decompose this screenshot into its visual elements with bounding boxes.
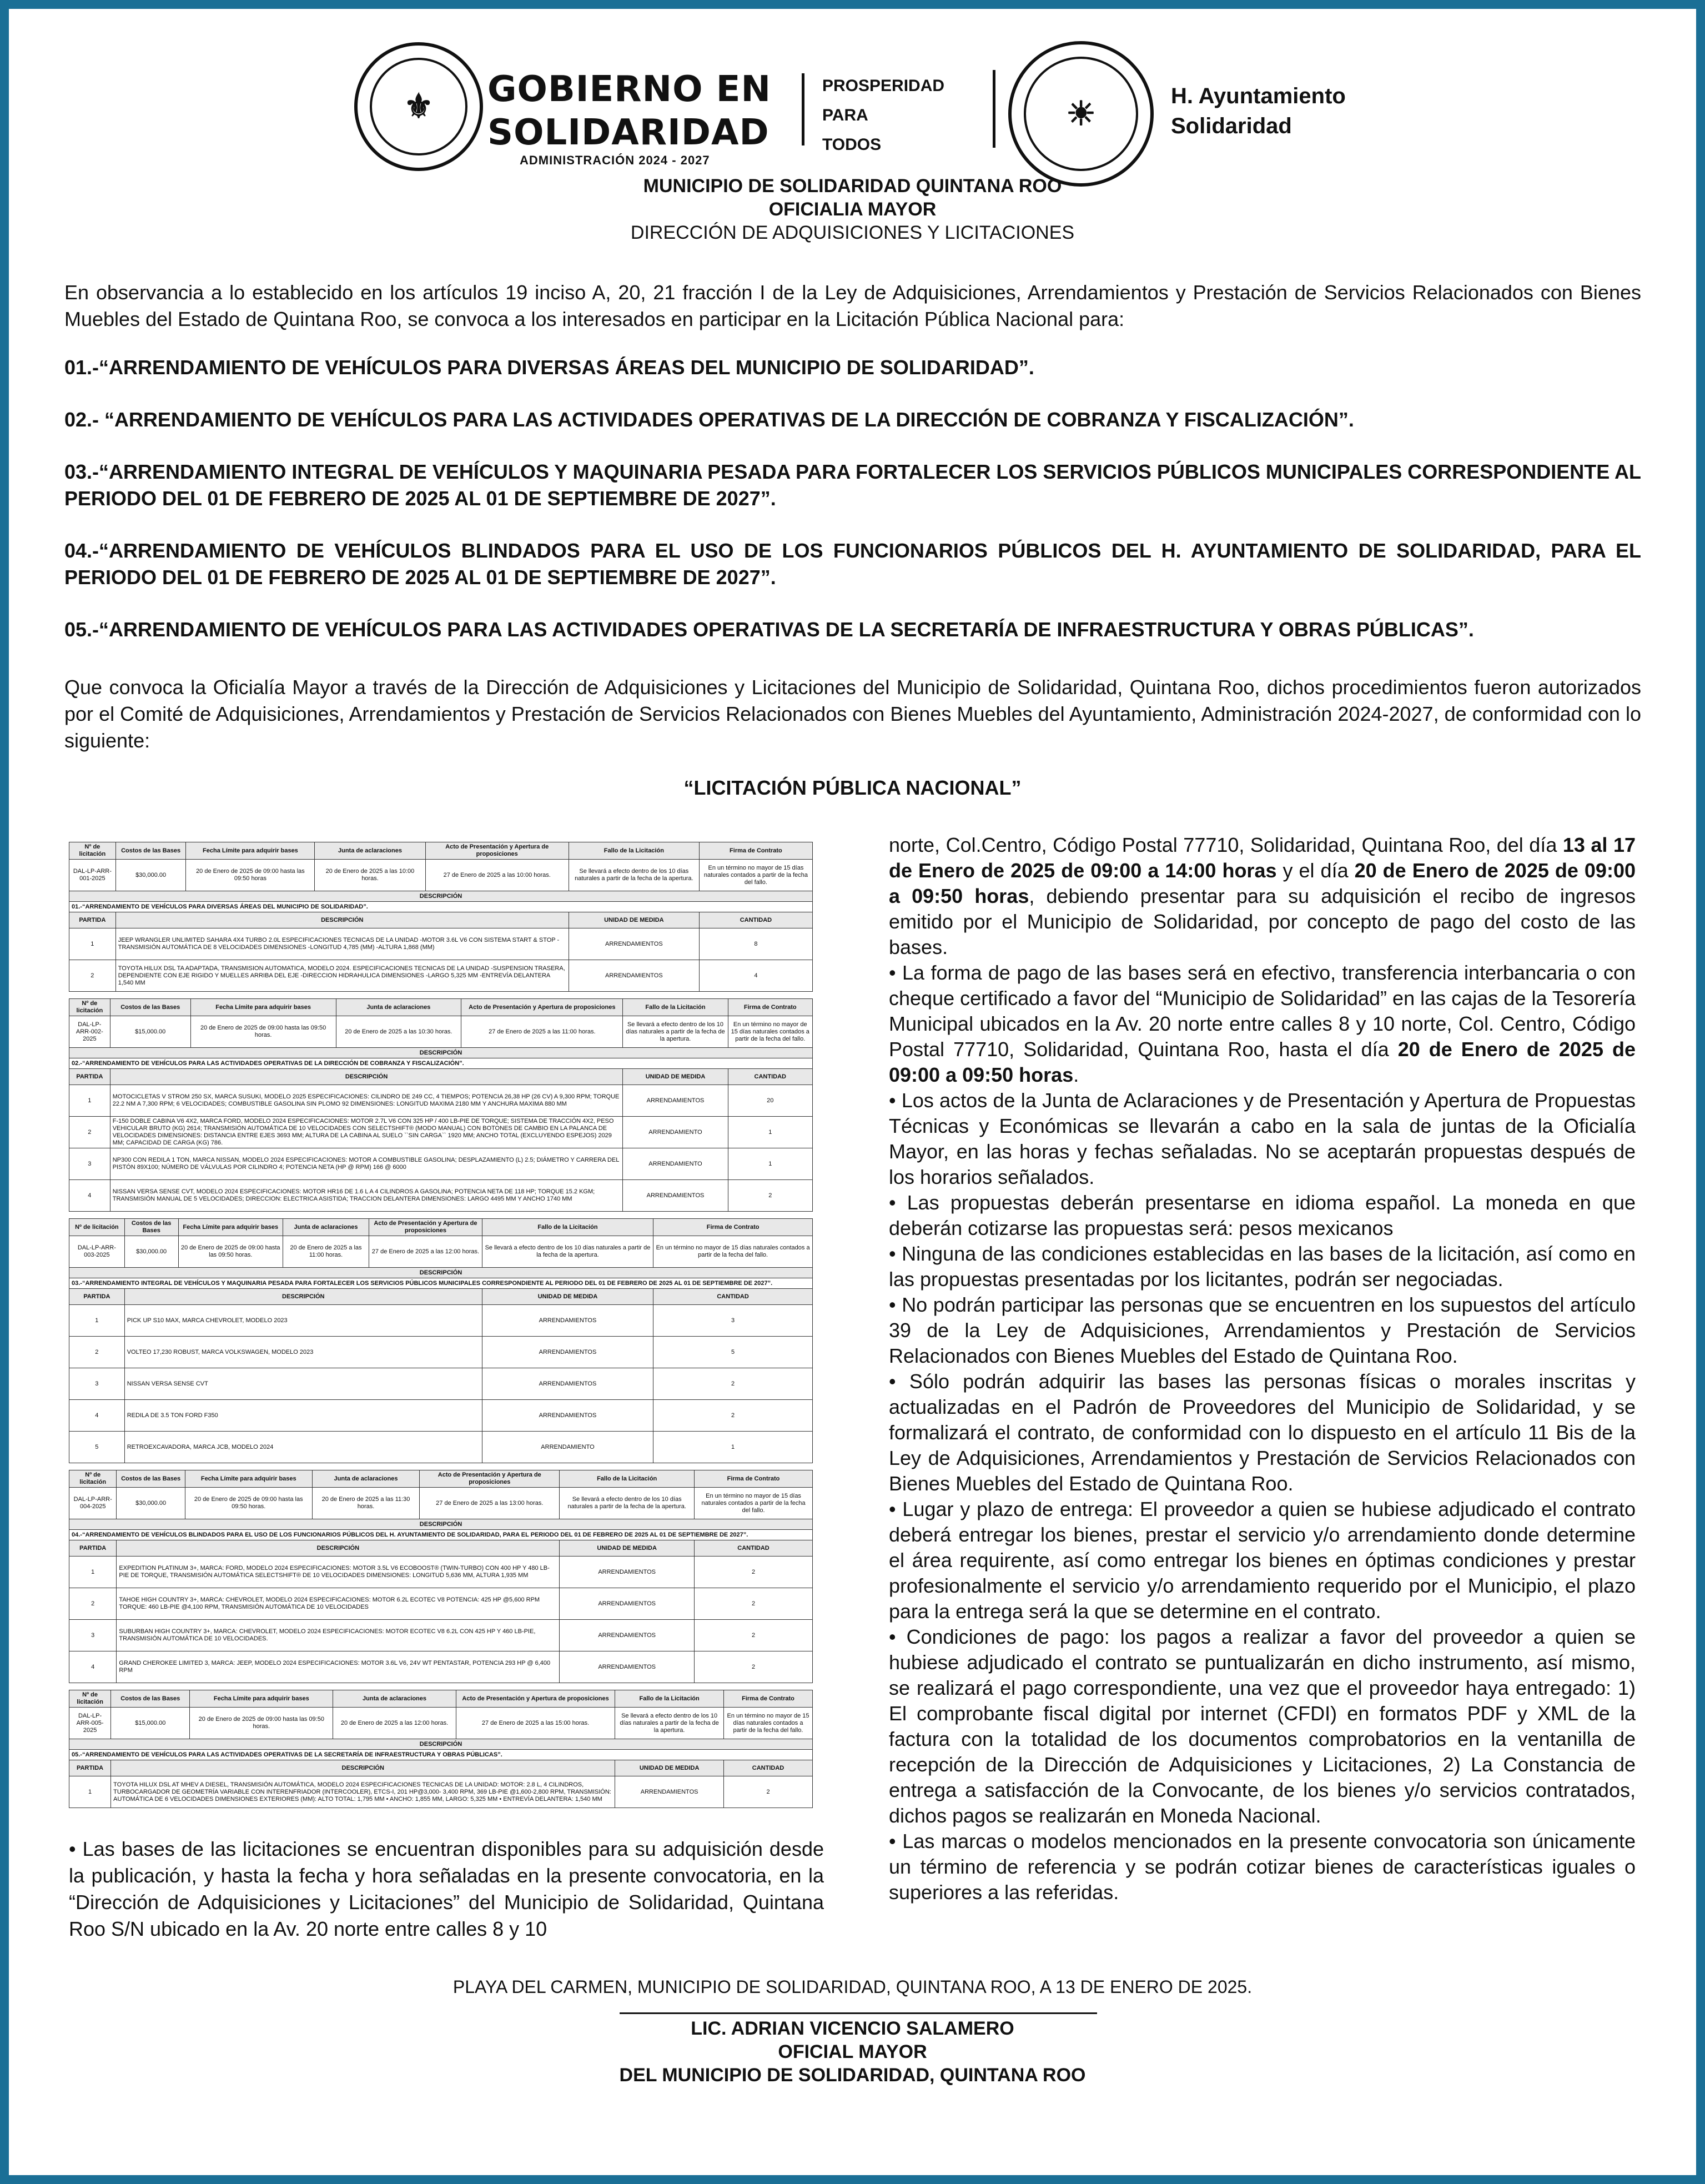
table-row: [69, 1148, 813, 1180]
description-cell: NISSAN VERSA SENSE CVT, MODELO 2024 ESPECIFICACIONES: MOTOR HR16 DE 1.6 L A 4 CILINDROS A GASOLINA; POTENCIA NETA DE 118 HP; TORQUE 15.2 KGM; TRANSMISIÓN MANUAL DE 5 VELOCIDADES; DIRECCION: ELECTRICA ASISTIDA; TRACCION DELANTERA DIMENSIONES: LARGO 4495 MM Y ANCHO 1740 MM: [110, 1180, 623, 1212]
partida-cell: 2: [69, 1337, 125, 1368]
table-row: [69, 1180, 813, 1212]
licitacion-table: [69, 842, 813, 992]
column-header: Nº de licitación: [69, 1470, 117, 1488]
table-row: [69, 1708, 813, 1739]
table-cell: 20 de Enero de 2025 a las 10:30 horas.: [336, 1016, 461, 1048]
table-header-row: [69, 1219, 813, 1236]
ayuntamiento-name: [1171, 81, 1346, 141]
partida-cell: 4: [69, 1400, 125, 1432]
unit-cell: ARRENDAMIENTOS: [560, 1557, 695, 1588]
divider: [993, 70, 995, 148]
column-header: Firma de Contrato: [724, 1690, 813, 1708]
table-cell: En un término no mayor de 15 días naturales contados a partir de la fecha del fallo.: [724, 1708, 813, 1739]
table-cell: 20 de Enero de 2025 de 09:00 hasta las 09:50 horas.: [185, 1488, 312, 1519]
participation-paragraph: • No podrán participar las personas que se encuentren en los supuestos del artículo 39 de la Ley de Adquisiciones, Arrendamientos y Prestación de Servicios Relacionados con Bienes Muebles del Estado de Quintana Roo.: [889, 1293, 1636, 1367]
slogan: [822, 71, 944, 159]
item-04: 04.-“ARRENDAMIENTO DE VEHÍCULOS BLINDADOS PARA EL USO DE LOS FUNCIONARIOS PÚBLICOS DEL H. AYUNTAMIENTO DE SOLIDARIDAD, PARA EL PERIODO DEL 01 DE FEBRERO DE 2025 AL 01 DE SEPTIEMBRE DE 2027”.: [64, 539, 1641, 589]
unit-cell: ARRENDAMIENTO: [623, 1148, 728, 1180]
table-cell: DAL-LP-ARR-002-2025: [69, 1016, 110, 1048]
licitaciones-tables: [69, 842, 813, 1815]
partida-cell: 4: [69, 1651, 117, 1683]
column-header: Costos de las Bases: [115, 842, 186, 860]
heading-line2: OFICIALIA MAYOR: [768, 199, 937, 220]
signer-entity: DEL MUNICIPIO DE SOLIDARIDAD, QUINTANA ROO: [619, 2065, 1086, 2086]
column-header: PARTIDA: [69, 1540, 117, 1557]
table-cell: 20 de Enero de 2025 a las 12:00 horas.: [333, 1708, 456, 1739]
column-header: Acto de Presentación y Apertura de proposiciones: [420, 1470, 560, 1488]
table-row: [69, 960, 813, 992]
table-cell: DAL-LP-ARR-004-2025: [69, 1488, 117, 1519]
lpn-title: “LICITACIÓN PÚBLICA NACIONAL”: [683, 776, 1022, 799]
delivery-paragraph: • Lugar y plazo de entrega: El proveedor a quien se hubiese adjudicado el contrato deberá entregar los bienes, prestar el servicio y/o arrendamiento donde determine el área requirente, así como entregar los bienes en óptimas condiciones y prestar profesionalmente el servicio y/o arrendamiento requerido por el Municipio, el plazo para la entrega será la que se determine en el contrato.: [889, 1498, 1636, 1623]
column-header: PARTIDA: [69, 1069, 110, 1085]
quantity-cell: 2: [653, 1368, 813, 1400]
table-cell: DAL-LP-ARR-001-2025: [69, 860, 116, 891]
heading: [9, 174, 1696, 244]
table-cell: Se llevará a efecto dentro de los 10 días naturales a partir de la fecha de la apertura.: [560, 1488, 695, 1519]
heading-line3: DIRECCIÓN DE ADQUISICIONES Y LICITACIONES: [630, 222, 1075, 243]
table-cell: 20 de Enero de 2025 de 09:00 hasta las 09:50 horas.: [190, 1708, 333, 1739]
column-header: DESCRIPCIÓN: [117, 1540, 560, 1557]
slogan-line2: PARA: [822, 106, 868, 124]
column-header: Firma de Contrato: [699, 842, 812, 860]
partida-cell: 2: [69, 1588, 117, 1620]
table-row: [69, 1651, 813, 1683]
table-row: [69, 1620, 813, 1651]
header: [9, 37, 1696, 170]
document-page: [9, 9, 1696, 2175]
column-header: Costos de las Bases: [124, 1219, 178, 1236]
description-header: DESCRIPCIÓN: [69, 891, 813, 902]
column-header: Acto de Presentación y Apertura de proposiciones: [461, 999, 623, 1016]
description-cell: MOTOCICLETAS V STROM 250 SX, MARCA SUSUKI, MODELO 2025 ESPECIFICACIONES: CILINDRO DE 249 CC, 4 TIEMPOS; POTENCIA 26,38 HP (26 CV) A 9,300 RPM; TORQUE 22.2 NM A 7,300 RPM; 6 VELOCIDADES; COMBUSTIBLE GASOLINA SIN PLOMO 92 DIMENSIONES: LONGITUD MAXIMA 2180 MM Y ANCHURA MAXIMA 880 MM: [110, 1085, 623, 1117]
column-header: Fallo de la Licitación: [623, 999, 728, 1016]
table-header-row: [69, 1690, 813, 1708]
bases-paragraph: • Las bases de las licitaciones se encuentran disponibles para su adquisición desde la publicación, y hasta la fecha y hora señaladas en la presente convocatoria, en la “Dirección de Adquisiciones y Licitaciones” del Municipio de Solidaridad, Quintana Roo S/N ubicado en la Av. 20 norte entre calles 8 y 10: [69, 1837, 824, 1940]
quantity-cell: 4: [699, 960, 812, 992]
description-cell: RETROEXCAVADORA, MARCA JCB, MODELO 2024: [124, 1432, 482, 1463]
table-row: [69, 1368, 813, 1400]
column-header: Costos de las Bases: [110, 999, 190, 1016]
licitacion-title: 02.-“ARRENDAMIENTO DE VEHÍCULOS PARA LAS ACTIVIDADES OPERATIVAS DE LA DIRECCIÓN DE COBRANZA Y FISCALIZACIÓN”.: [69, 1058, 813, 1069]
intro-paragraph: En observancia a lo establecido en los artículos 19 inciso A, 20, 21 fracción I de la Ley de Adquisiciones, Arrendamientos y Prestación de Servicios Relacionados con Bienes Muebles del Estado de Quintana Roo, se convoca a los interesados en participar en la Licitación Pública Nacional para:: [64, 281, 1641, 330]
item-05: 05.-“ARRENDAMIENTO DE VEHÍCULOS PARA LAS ACTIVIDADES OPERATIVAS DE LA SECRETARÍA DE INFRAESTRUCTURA Y OBRAS PÚBLICAS”.: [64, 618, 1474, 641]
quantity-cell: 1: [728, 1148, 812, 1180]
table-row: [69, 1236, 813, 1268]
table-row: [69, 1557, 813, 1588]
ayuntamiento-line2: Solidaridad: [1171, 114, 1292, 138]
column-header: UNIDAD DE MEDIDA: [482, 1289, 653, 1305]
column-header: Fecha Límite para adquirir bases: [178, 1219, 283, 1236]
licitacion-title: 03.-“ARRENDAMIENTO INTEGRAL DE VEHÍCULOS Y MAQUINARIA PESADA PARA FORTALECER LOS SERVICIOS PÚBLICOS MUNICIPALES CORRESPONDIENTE AL PERIODO DEL 01 DE FEBRERO DE 2025 AL 01 DE SEPTIEMBRE DE 2027”.: [69, 1278, 813, 1289]
unit-cell: ARRENDAMIENTOS: [560, 1588, 695, 1620]
table-cell: $15,000.00: [111, 1708, 190, 1739]
quantity-cell: 1: [653, 1432, 813, 1463]
unit-cell: ARRENDAMIENTOS: [482, 1305, 653, 1337]
table-row: [69, 1588, 813, 1620]
table-cell: En un término no mayor de 15 días naturales contados a partir de la fecha del fallo.: [653, 1236, 813, 1268]
quantity-cell: 3: [653, 1305, 813, 1337]
column-header: UNIDAD DE MEDIDA: [615, 1760, 724, 1776]
quantity-cell: 2: [695, 1557, 813, 1588]
quantity-cell: 2: [695, 1651, 813, 1683]
partida-cell: 2: [69, 1117, 110, 1148]
column-header: UNIDAD DE MEDIDA: [560, 1540, 695, 1557]
column-header: Firma de Contrato: [728, 999, 812, 1016]
description-header: DESCRIPCIÓN: [69, 1519, 813, 1530]
quantity-cell: 20: [728, 1085, 812, 1117]
partida-cell: 3: [69, 1620, 117, 1651]
table-row: [69, 1337, 813, 1368]
partida-cell: 3: [69, 1148, 110, 1180]
column-header: Junta de aclaraciones: [283, 1219, 369, 1236]
column-header: Acto de Presentación y Apertura de proposiciones: [425, 842, 569, 860]
licitacion-table: [69, 1218, 813, 1463]
heading-line1: MUNICIPIO DE SOLIDARIDAD QUINTANA ROO: [643, 175, 1062, 197]
description-header: DESCRIPCIÓN: [69, 1048, 813, 1058]
column-header: Junta de aclaraciones: [336, 999, 461, 1016]
convoca-paragraph: Que convoca la Oficialía Mayor a través de la Dirección de Adquisiciones y Licitaciones del Municipio de Solidaridad, Quintana Roo, dichos procedimientos fueron autorizados por el Comité de Adquisiciones, Arrendamientos y Prestación de Servicios Relacionados con Bienes Muebles del Ayuntamiento, Administración 2024-2027, de conformidad con lo siguiente:: [64, 676, 1641, 752]
slogan-line3: TODOS: [822, 135, 882, 154]
place-date: PLAYA DEL CARMEN, MUNICIPIO DE SOLIDARIDAD, QUINTANA ROO, A 13 DE ENERO DE 2025.: [452, 1977, 1253, 1997]
description-cell: VOLTEO 17,230 ROBUST, MARCA VOLKSWAGEN, MODELO 2023: [124, 1337, 482, 1368]
partida-cell: 1: [69, 1557, 117, 1588]
column-header: DESCRIPCIÓN: [110, 1069, 623, 1085]
column-header: Fallo de la Licitación: [560, 1470, 695, 1488]
table-row: [69, 1400, 813, 1432]
registry-paragraph: • Sólo podrán adquirir las bases las personas físicas o morales inscritas y actualizadas en el Padrón de Proveedores del Municipio de Solidaridad, y se formalizará el contrato, de conformidad con lo dispuesto en el artículo 11 Bis de la Ley de Adquisiciones, Arrendamientos y Prestación de Servicios Relacionados con Bienes Muebles del Estado de Quintana Roo.: [889, 1370, 1636, 1495]
column-header: Fecha Límite para adquirir bases: [190, 999, 336, 1016]
unit-cell: ARRENDAMIENTOS: [615, 1776, 724, 1808]
unit-cell: ARRENDAMIENTOS: [482, 1337, 653, 1368]
quantity-cell: 8: [699, 928, 812, 960]
column-header: PARTIDA: [69, 1289, 125, 1305]
table-row: [69, 1488, 813, 1519]
column-header: UNIDAD DE MEDIDA: [569, 912, 699, 928]
slogan-line1: PROSPERIDAD: [822, 77, 945, 95]
signature-block: [9, 2017, 1696, 2087]
gov-logo-text: [487, 68, 787, 154]
licitacion-table: [69, 998, 813, 1212]
unit-cell: ARRENDAMIENTO: [623, 1117, 728, 1148]
bases-continuation: norte, Col.Centro, Código Postal 77710, Solidaridad, Quintana Roo, del día 13 al 17 de Enero de 2025 de 09:00 a 14:00 horas y el día 20 de Enero de 2025 de 09:00 a 09:50 horas, debiendo presentar para su adquisición el recibo de ingresos emitido por el Municipio de Solidaridad, por concepto de pago del costo de las bases.: [889, 834, 1636, 958]
table-cell: En un término no mayor de 15 días naturales contados a partir de la fecha del fallo.: [699, 860, 812, 891]
column-header: Acto de Presentación y Apertura de proposiciones: [369, 1219, 482, 1236]
table-cell: DAL-LP-ARR-003-2025: [69, 1236, 125, 1268]
table-cell: 20 de Enero de 2025 de 09:00 hasta las 09:50 horas.: [190, 1016, 336, 1048]
description-cell: PICK UP S10 MAX, MARCA CHEVROLET, MODELO 2023: [124, 1305, 482, 1337]
column-header: Fecha Límite para adquirir bases: [186, 842, 315, 860]
unit-cell: ARRENDAMIENTOS: [623, 1085, 728, 1117]
table-cell: 27 de Enero de 2025 a las 11:00 horas.: [461, 1016, 623, 1048]
column-header: Costos de las Bases: [111, 1690, 190, 1708]
column-header: CANTIDAD: [724, 1760, 813, 1776]
quantity-cell: 2: [724, 1776, 813, 1808]
item-03: 03.-“ARRENDAMIENTO INTEGRAL DE VEHÍCULOS Y MAQUINARIA PESADA PARA FORTALECER LOS SERVICIOS PÚBLICOS MUNICIPALES CORRESPONDIENTE AL PERIODO DEL 01 DE FEBRERO DE 2025 AL 01 DE SEPTIEMBRE DE 2027”.: [64, 460, 1641, 510]
description-cell: NP300 CON REDILA 1 TON, MARCA NISSAN, MODELO 2024 ESPECIFICACIONES: MOTOR A COMBUSTIBLE GASOLINA; DESPLAZAMIENTO (L) 2.5; DIÁMETRO Y CARRERA DEL PISTÓN 89X100; NÚMERO DE VÁLVULAS POR CILINDRO 4; POTENCIA NETA (HP @ RPM) 166 @ 6000: [110, 1148, 623, 1180]
description-cell: TAHOE HIGH COUNTRY 3+, MARCA: CHEVROLET, MODELO 2024 ESPECIFICACIONES: MOTOR 6.2L ECOTEC V8 POTENCIA: 425 HP @5,600 RPM TORQUE: 460 LB-PIE @4,100 RPM, TRANSMISIÓN AUTOMÁTICA DE 10 VELOCIDADES: [117, 1588, 560, 1620]
column-header: Firma de Contrato: [653, 1219, 813, 1236]
column-header: Fallo de la Licitación: [615, 1690, 724, 1708]
column-header: Fecha Límite para adquirir bases: [190, 1690, 333, 1708]
quantity-cell: 2: [695, 1620, 813, 1651]
unit-cell: ARRENDAMIENTOS: [569, 960, 699, 992]
signer-title: OFICIAL MAYOR: [778, 2041, 927, 2062]
table-row: [69, 1117, 813, 1148]
table-row: [69, 1432, 813, 1463]
table-row: [69, 1085, 813, 1117]
column-header: CANTIDAD: [695, 1540, 813, 1557]
admin-period: ADMINISTRACIÓN 2024 - 2027: [520, 153, 710, 167]
table-cell: 27 de Enero de 2025 a las 15:00 horas.: [456, 1708, 615, 1739]
unit-cell: ARRENDAMIENTOS: [482, 1368, 653, 1400]
item-01: 01.-“ARRENDAMIENTO DE VEHÍCULOS PARA DIVERSAS ÁREAS DEL MUNICIPIO DE SOLIDARIDAD”.: [64, 356, 1034, 379]
description-header: DESCRIPCIÓN: [69, 1739, 813, 1750]
quantity-cell: 1: [728, 1117, 812, 1148]
description-cell: REDILA DE 3.5 TON FORD F350: [124, 1400, 482, 1432]
unit-cell: ARRENDAMIENTOS: [482, 1400, 653, 1432]
column-header: Nº de licitación: [69, 842, 116, 860]
column-header: Nº de licitación: [69, 1219, 125, 1236]
column-header: Fecha Límite para adquirir bases: [185, 1470, 312, 1488]
partida-cell: 1: [69, 1776, 111, 1808]
table-row: [69, 1016, 813, 1048]
table-row: [69, 860, 813, 891]
table-cell: Se llevará a efecto dentro de los 10 días naturales a partir de la fecha de la apertura.: [615, 1708, 724, 1739]
item-02: 02.- “ARRENDAMIENTO DE VEHÍCULOS PARA LAS ACTIVIDADES OPERATIVAS DE LA DIRECCIÓN DE COBRANZA Y FISCALIZACIÓN”.: [64, 408, 1354, 431]
licitacion-table: [69, 1470, 813, 1683]
partida-cell: 5: [69, 1432, 125, 1463]
table-header-row: [69, 1470, 813, 1488]
description-cell: GRAND CHEROKEE LIMITED 3, MARCA: JEEP, MODELO 2024 ESPECIFICACIONES: MOTOR 3.6L V6, 24V WT PENTASTAR, POTENCIA 293 HP @ 6,400 RPM: [117, 1651, 560, 1683]
column-header: Fallo de la Licitación: [569, 842, 699, 860]
column-header: Costos de las Bases: [117, 1470, 185, 1488]
column-header: CANTIDAD: [699, 912, 812, 928]
column-header: Acto de Presentación y Apertura de proposiciones: [456, 1690, 615, 1708]
ayuntamiento-line1: H. Ayuntamiento: [1171, 84, 1346, 108]
brands-paragraph: • Las marcas o modelos mencionados en la presente convocatoria son únicamente un término de referencia y se podrán cotizar bienes de características iguales o superiores a las referidas.: [889, 1830, 1636, 1904]
column-header: Fallo de la Licitación: [482, 1219, 653, 1236]
signer-name: LIC. ADRIAN VICENCIO SALAMERO: [691, 2018, 1014, 2039]
column-header: PARTIDA: [69, 912, 116, 928]
unit-cell: ARRENDAMIENTOS: [560, 1651, 695, 1683]
column-header: CANTIDAD: [728, 1069, 812, 1085]
table-cell: DAL-LP-ARR-005-2025: [69, 1708, 111, 1739]
description-cell: NISSAN VERSA SENSE CVT: [124, 1368, 482, 1400]
licitacion-table: [69, 1690, 813, 1808]
table-cell: En un término no mayor de 15 días naturales contados a partir de la fecha del fallo.: [695, 1488, 813, 1519]
government-seal-logo: ⚜: [354, 42, 483, 171]
description-cell: EXPEDITION PLATINUM 3+, MARCA: FORD, MODELO 2024 ESPECIFICACIONES: MOTOR 3.5L V6 ECOBOOST® (TWIN-TURBO) CON 400 HP Y 480 LB-PIE DE TORQUE, TRANSMISIÓN AUTOMÁTICA SELECTSHIFT® DE 10 VELOCIDADES DIMENSIONES: LONGITUD 5,636 MM, ALTURA 1,935 MM: [117, 1557, 560, 1588]
partida-cell: 1: [69, 928, 116, 960]
unit-cell: ARRENDAMIENTOS: [569, 928, 699, 960]
column-header: DESCRIPCIÓN: [115, 912, 569, 928]
table-cell: 20 de Enero de 2025 de 09:00 hasta las 09:50 horas.: [178, 1236, 283, 1268]
table-header-row: [69, 842, 813, 860]
table-cell: $30,000.00: [124, 1236, 178, 1268]
table-row: [69, 1305, 813, 1337]
description-cell: TOYOTA HILUX DSL AT MHEV A DIESEL, TRANSMISIÓN AUTOMÁTICA, MODELO 2024 ESPECIFICACIONES TECNICAS DE LA UNIDAD: MOTOR: 2.8 L, 4 CILINDROS, TURBOCARGADOR DE GEOMETRÍA VARIABLE CON INTERENFRIADOR (INTERCOOLER), ETCS-I, 201 HP@3,000- 3,400 RPM, 369 LB-PIE @1,600-2,800 RPM, TRANSMISIÓN: AUTOMÁTICA DE 6 VELOCIDADES DIMENSIONES EXTERIORES (MM): ALTO TOTAL: 1,795 MM • ANCHO: 1,855 MM, LARGO: 5,325 MM • ENTREVÍA DELANTERA: 1,540 MM: [111, 1776, 615, 1808]
conditions-column: [889, 832, 1636, 1905]
unit-cell: ARRENDAMIENTOS: [623, 1180, 728, 1212]
column-header: CANTIDAD: [653, 1289, 813, 1305]
column-header: Nº de licitación: [69, 999, 110, 1016]
partida-cell: 2: [69, 960, 116, 992]
payment-conditions-paragraph: • Condiciones de pago: los pagos a realizar a favor del proveedor a quien se hubiese adjudicado el contrato se puntualizarán en dicho instrumento, así mismo, se realizará el pago correspondiente, una vez que el proveedor haya entregado: 1) El comprobante fiscal digital por internet (CFDI) en formatos PDF y XML de la factura con la totalidad de los documentos comprobatorios en la ventanilla de recepción de la Dirección de Adquisiciones y Licitaciones, 2) La Constancia de entrega a satisfacción de la Convocante, de los bienes y/o servicios contratados, dichos pagos se realizarán en Moneda Nacional.: [889, 1625, 1636, 1827]
partida-cell: 3: [69, 1368, 125, 1400]
table-cell: Se llevará a efecto dentro de los 10 días naturales a partir de la fecha de la apertura.: [569, 860, 699, 891]
licitacion-title: 01.-“ARRENDAMIENTO DE VEHÍCULOS PARA DIVERSAS ÁREAS DEL MUNICIPIO DE SOLIDARIDAD”.: [69, 902, 813, 912]
column-header: DESCRIPCIÓN: [111, 1760, 615, 1776]
table-cell: Se llevará a efecto dentro de los 10 días naturales a partir de la fecha de la apertura.: [623, 1016, 728, 1048]
table-cell: $15,000.00: [110, 1016, 190, 1048]
column-header: Firma de Contrato: [695, 1470, 813, 1488]
table-row: [69, 1776, 813, 1808]
description-cell: F-150 DOBLE CABINA V6 4X2, MARCA FORD, MODELO 2024 ESPECIFICACIONES: MOTOR 2.7L V6 CON 325 HP / 400 LB-PIE DE TORQUE; SISTEMA DE TRACCIÓN 4X2, PESO VEHICULAR BRUTO (KG) 2614; TRANSMISIÓN AUTOMÁTICA DE 10 VELOCIDADES CON SELECTSHIFT® (MODO MANUAL) CON BOTONES DE CAMBIO EN LA PALANCA DE VELOCIDADES DIMENSIONES: DISTANCIA ENTRE EJES 3693 MM; ALTURA DE LA CABINA AL SUELO ``SIN CARGA`` 1920 MM; ANCHO TOTAL (EXCLUYENDO ESPEJOS) 2029 MM; CAPACIDAD DE CARGA (KG) 786.: [110, 1117, 623, 1148]
column-header: Junta de aclaraciones: [315, 842, 425, 860]
table-cell: 20 de Enero de 2025 a las 10:00 horas.: [315, 860, 425, 891]
ayuntamiento-seal-logo: ☀: [1008, 41, 1154, 187]
column-header: Junta de aclaraciones: [312, 1470, 420, 1488]
divider: [802, 73, 804, 145]
table-cell: 20 de Enero de 2025 a las 11:30 horas.: [312, 1488, 420, 1519]
column-header: Junta de aclaraciones: [333, 1690, 456, 1708]
licitacion-title: 04.-“ARRENDAMIENTO DE VEHÍCULOS BLINDADOS PARA EL USO DE LOS FUNCIONARIOS PÚBLICOS DEL H. AYUNTAMIENTO DE SOLIDARIDAD, PARA EL PERIODO DEL 01 DE FEBRERO DE 2025 AL 01 DE SEPTIEMBRE DE 2027”.: [69, 1530, 813, 1540]
partida-cell: 1: [69, 1305, 125, 1337]
description-cell: JEEP WRANGLER UNLIMITED SAHARA 4X4 TURBO 2.0L ESPECIFICACIONES TECNICAS DE LA UNIDAD -MOTOR 3.6L V6 CON SISTEMA START & STOP -TRANSMISIÓN AUTOMÁTICA DE 8 VELOCIDADES DIMENSIONES -LONGITUD 4,785 (MM) -ALTURA 1,868 (MM): [115, 928, 569, 960]
gov-line2: SOLIDARIDAD: [487, 112, 769, 153]
quantity-cell: 2: [695, 1588, 813, 1620]
table-cell: Se llevará a efecto dentro de los 10 días naturales a partir de la fecha de la apertura.: [482, 1236, 653, 1268]
table-cell: 20 de Enero de 2025 a las 11:00 horas.: [283, 1236, 369, 1268]
column-header: Nº de licitación: [69, 1690, 111, 1708]
table-cell: 27 de Enero de 2025 a las 12:00 horas.: [369, 1236, 482, 1268]
table-header-row: [69, 999, 813, 1016]
column-header: UNIDAD DE MEDIDA: [623, 1069, 728, 1085]
description-cell: TOYOTA HILUX DSL TA ADAPTADA, TRANSMISION AUTOMATICA, MODELO 2024. ESPECIFICACIONES TECNICAS DE LA UNIDAD -SUSPENSION TRASERA, DEPENDIENTE CON EJE RIGIDO Y MUELLES ARRIBA DEL EJE -DIRECCION HIDRAHULICA DIMENSIONES -LARGO 5,325 MM -ENTREVÍA DELANTERA 1,540 MM: [115, 960, 569, 992]
quantity-cell: 5: [653, 1337, 813, 1368]
table-cell: En un término no mayor de 15 días naturales contados a partir de la fecha del fallo.: [728, 1016, 812, 1048]
unit-cell: ARRENDAMIENTOS: [560, 1620, 695, 1651]
unit-cell: ARRENDAMIENTO: [482, 1432, 653, 1463]
table-cell: $30,000.00: [115, 860, 186, 891]
signature-line: [620, 2012, 1097, 2014]
table-row: [69, 928, 813, 960]
payment-paragraph: • La forma de pago de las bases será en efectivo, transferencia interbancaria o con cheque certificado a favor del “Municipio de Solidaridad” en las cajas de la Tesorería Municipal ubicados en la Av. 20 norte entre calles 8 y 10 norte, Col. Centro, Código Postal 77710, Solidaridad, Quintana Roo, hasta el día 20 de Enero de 2025 de 09:00 a 09:50 horas.: [889, 961, 1636, 1086]
quantity-cell: 2: [653, 1400, 813, 1432]
table-cell: 27 de Enero de 2025 a las 13:00 horas.: [420, 1488, 560, 1519]
licitacion-title: 05.-“ARRENDAMIENTO DE VEHÍCULOS PARA LAS ACTIVIDADES OPERATIVAS DE LA SECRETARÍA DE INFRAESTRUCTURA Y OBRAS PÚBLICAS”.: [69, 1750, 813, 1760]
column-header: PARTIDA: [69, 1760, 111, 1776]
acts-paragraph: • Los actos de la Junta de Aclaraciones y de Presentación y Apertura de Propuestas Técnicas y Económicas se llevarán a cabo en la sala de juntas de la Oficialía Mayor, en las horas y fechas señaladas. No se aceptarán propuestas después de los horarios señalados.: [889, 1089, 1636, 1188]
column-header: DESCRIPCIÓN: [124, 1289, 482, 1305]
partida-cell: 4: [69, 1180, 110, 1212]
table-cell: 20 de Enero de 2025 de 09:00 hasta las 09:50 horas: [186, 860, 315, 891]
language-paragraph: • Las propuestas deberán presentarse en idioma español. La moneda en que deberán cotizarse las propuestas será: pesos mexicanos: [889, 1191, 1636, 1239]
table-cell: 27 de Enero de 2025 a las 10:00 horas.: [425, 860, 569, 891]
description-header: DESCRIPCIÓN: [69, 1268, 813, 1278]
partida-cell: 1: [69, 1085, 110, 1117]
negotiation-paragraph: • Ninguna de las condiciones establecidas en las bases de la licitación, así como en las propuestas presentadas por los licitantes, podrán ser negociadas.: [889, 1242, 1636, 1291]
description-cell: SUBURBAN HIGH COUNTRY 3+, MARCA: CHEVROLET, MODELO 2024 ESPECIFICACIONES: MOTOR ECOTEC V8 6.2L CON 425 HP Y 460 LB-PIE, TRANSMISIÓN AUTOMÁTICA DE 10 VELOCIDADES.: [117, 1620, 560, 1651]
gov-line1: GOBIERNO EN: [487, 69, 772, 110]
table-cell: $30,000.00: [117, 1488, 185, 1519]
quantity-cell: 2: [728, 1180, 812, 1212]
